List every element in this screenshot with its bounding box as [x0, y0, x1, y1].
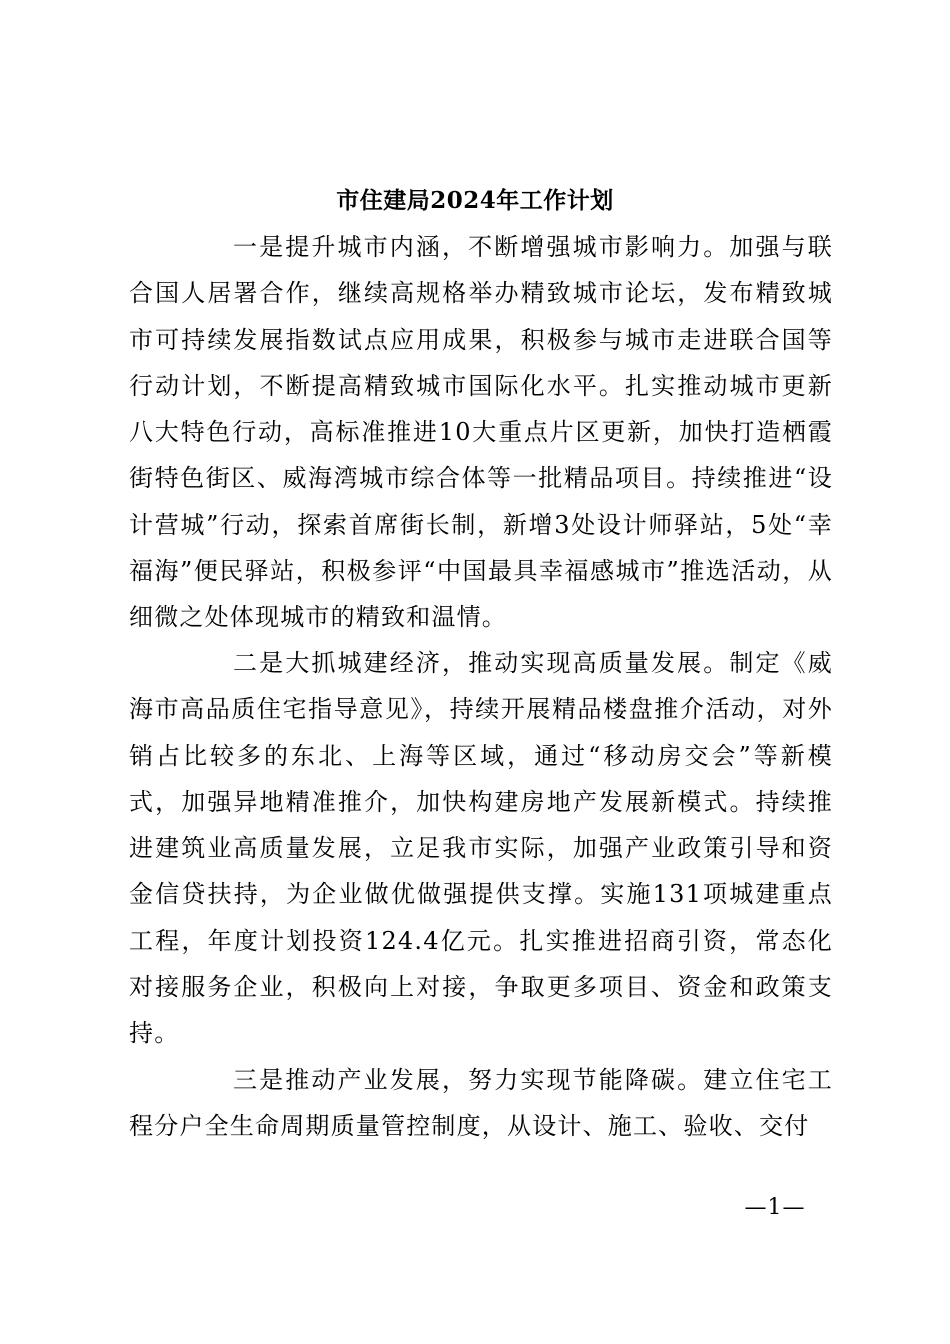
paragraph-1: 一是提升城市内涵，不断增强城市影响力。加强与联合国人居署合作，继续高规格举办精致城市论坛，发布精致城市可持续发展指数试点应用成果，积极参与城市走进联合国等行动计划，不断提高精致城市国际化水平。扎实推动城市更新八大特色行动，高标准推进10大重点片区更新，加快打造栖霞街特色街区、威海湾城市综合体等一批精品项目。持续推进“设计营城”行动，探索首席街长制，新增3处设计师驿站，5处“幸福海”便民驿站，积极参评“中国最具幸福感城市”推选活动，从细微之处体现城市的精致和温情。: [129, 233, 833, 632]
page-title: 市住建局2024年工作计划: [336, 187, 614, 214]
paragraph-3: 三是推动产业发展，努力实现节能降碳。建立住宅工程分户全生命周期质量管控制度，从设计、施工、验收、交付: [129, 1066, 833, 1141]
page-number: —1—: [744, 1195, 806, 1220]
paragraph-2: 二是大抓城建经济，推动实现高质量发展。制定《威海市高品质住宅指导意见》，持续开展精品楼盘推介活动，对外销占比较多的东北、上海等区域，通过“移动房交会”等新模式，加强异地精准推介，加快构建房地产发展新模式。持续推进建筑业高质量发展，立足我市实际，加强产业政策引导和资金信贷扶持，为企业做优做强提供支撑。实施131项城建重点工程，年度计划投资124.4亿元。扎实推进招商引资，常态化对接服务企业，积极向上对接，争取更多项目、资金和政策支持。: [129, 649, 833, 1048]
